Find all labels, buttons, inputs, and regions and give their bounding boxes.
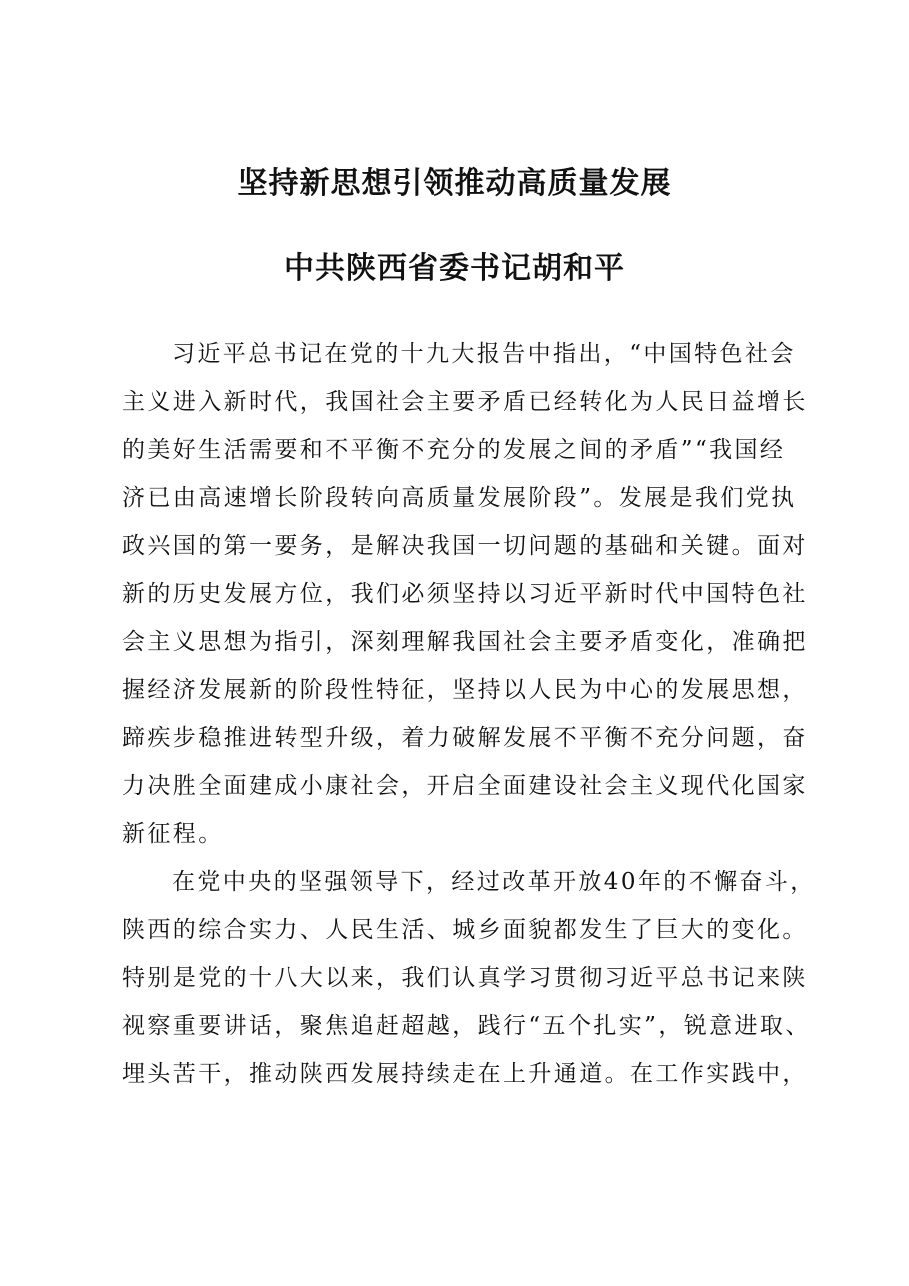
document-title: 坚持新思想引领推动高质量发展 (237, 166, 672, 201)
paragraph-line: 蹄疾步稳推进转型升级，着力破解发展不平衡不充分问题，奋 (122, 725, 808, 751)
paragraph-line: 政兴国的第一要务，是解决我国一切问题的基础和关键。面对 (122, 533, 808, 559)
document-body (122, 330, 816, 1098)
paragraph-line: 埋头苦干，推动陕西发展持续走在上升通道。在工作实践中， (122, 1061, 808, 1087)
paragraph-line: 的美好生活需要和不平衡不充分的发展之间的矛盾”“我国经 (122, 437, 786, 463)
paragraph-line: 握经济发展新的阶段性特征，坚持以人民为中心的发展思想， (122, 677, 808, 703)
paragraph-line: 新的历史发展方位，我们必须坚持以习近平新时代中国特色社 (122, 581, 808, 607)
paragraph-line: 济已由高速增长阶段转向高质量发展阶段”。发展是我们党执 (122, 485, 797, 511)
paragraph-line: 新征程。 (122, 821, 224, 847)
paragraph-line: 会主义思想为指引，深刻理解我国社会主要矛盾变化，准确把 (122, 629, 808, 655)
paragraph-line: 陕西的综合实力、人民生活、城乡面貌都发生了巨大的变化。 (122, 917, 808, 943)
paragraph-line: 力决胜全面建成小康社会，开启全面建设社会主义现代化国家 (122, 773, 808, 799)
paragraph-line: 习近平总书记在党的十九大报告中指出，“中国特色社会 (172, 341, 796, 367)
paragraph-line: 主义进入新时代，我国社会主要矛盾已经转化为人民日益增长 (122, 389, 808, 415)
paragraph-line: 在党中央的坚强领导下，经过改革开放40年的不懈奋斗， (172, 869, 816, 895)
paragraph-line: 特别是党的十八大以来，我们认真学习贯彻习近平总书记来陕 (122, 965, 808, 991)
paragraph-line: 视察重要讲话，聚焦追赶超越，践行“五个扎实”，锐意进取、 (122, 1013, 811, 1039)
author-line: 中共陕西省委书记胡和平 (284, 251, 625, 286)
paragraph-1 (122, 330, 808, 858)
paragraph-2 (122, 858, 816, 1098)
